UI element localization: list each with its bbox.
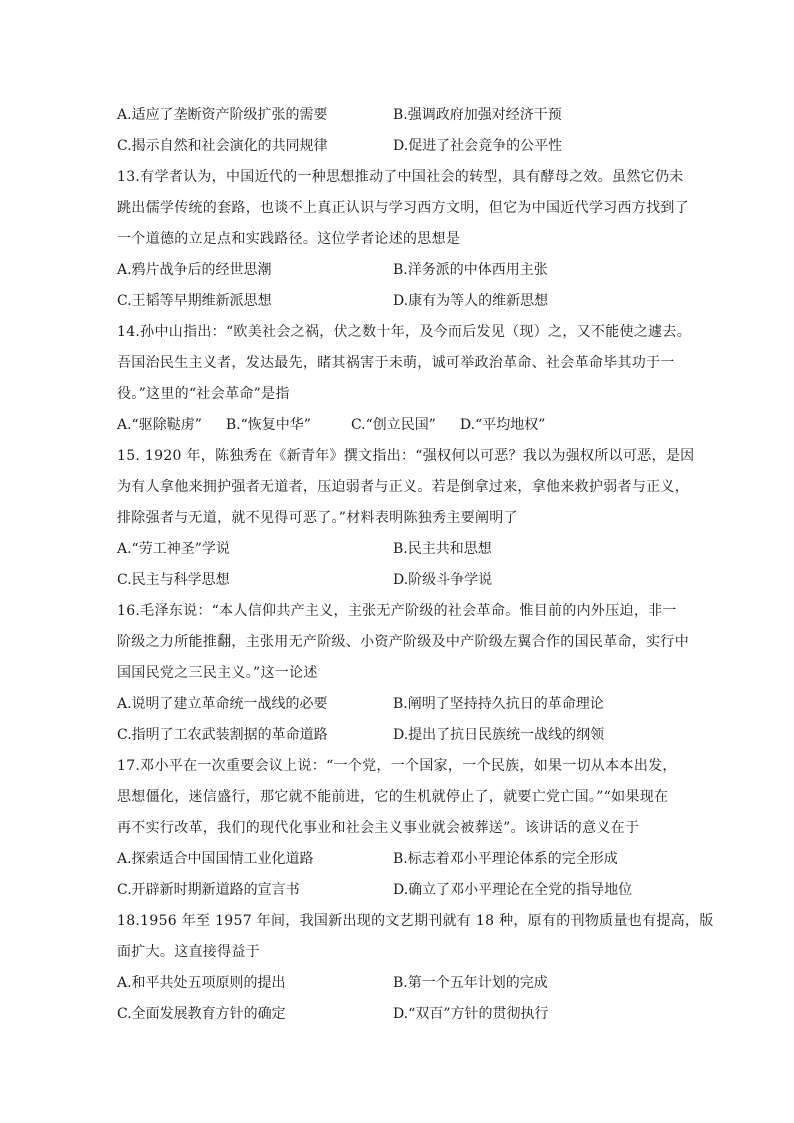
q16-options-row-1 [117,689,677,720]
q14-stem-line-3: 役。”这里的“社会革命”是指 [117,386,290,402]
q15-stem-line-1: 15. 1920 年，陈独秀在《新青年》撰文指出：“强权何以可恶？我以为强权所以可恶，是因 [117,448,695,464]
q15-stem-line-3: 排除强者与无道，就不见得可恶了。”材料表明陈独秀主要阐明了 [117,510,518,526]
q14-option-c: C.“创立民国” [350,417,436,433]
q14-stem-line-1: 14.孙中山指出：“欧美社会之祸，伏之数十年，及今而后发见（现）之，又不能使之遽去。 [117,324,692,340]
q17-stem-line-1: 17.邓小平在一次重要会议上说：“一个党，一个国家，一个民族，如果一切从本本出发， [117,758,677,774]
q18-option-d: D.“双百”方针的贯彻执行 [393,1006,549,1022]
q18-options-row-2 [117,999,677,1030]
q16-option-d: D.提出了抗日民族统一战线的纲领 [393,727,605,743]
q13-options-row-1 [117,255,677,286]
q13-option-c: C.王韬等早期维新派思想 [117,293,272,309]
q16-options-row-2 [117,720,677,751]
q12-option-d: D.促进了社会竞争的公平性 [393,138,563,154]
q15-option-c: C.民主与科学思想 [117,572,230,588]
q17-option-d: D.确立了邓小平理论在全党的指导地位 [393,882,633,898]
q14-option-d: D.“平均地权” [459,417,546,433]
q12-options-row-1 [117,100,677,131]
q18-option-c: C.全面发展教育方针的确定 [117,1006,286,1022]
q17-option-a: A.探索适合中国国情工业化道路 [117,851,314,867]
q15-option-d: D.阶级斗争学说 [393,572,493,588]
q16-stem-line-2: 阶级之力所能推翻，主张用无产阶级、小资产阶级及中产阶级左翼合作的国民革命，实行中 [117,634,689,650]
q16-option-b: B.阐明了坚持持久抗日的革命理论 [393,696,604,712]
q12-option-b: B.强调政府加强对经济干预 [393,107,562,123]
q17-stem-line-3: 再不实行改革，我们的现代化事业和社会主义事业就会被葬送”。该讲话的意义在于 [117,820,640,836]
q17-option-c: C.开辟新时期新道路的宣言书 [117,882,300,898]
question-list [117,100,714,1030]
q13-option-a: A.鸦片战争后的经世思潮 [117,262,272,278]
q18-option-a: A.和平共处五项原则的提出 [117,975,286,991]
q13-stem-line-1: 13.有学者认为，中国近代的一种思想推动了中国社会的转型，具有酵母之效。虽然它仍未 [117,169,684,185]
q14-option-a: A.“驱除鞑虏” [117,417,202,433]
q13-stem-line-2: 跳出儒学传统的套路，也谈不上真正认识与学习西方文明，但它为中国近代学习西方找到了 [117,200,689,216]
q13-stem-line-3: 一个道德的立足点和实践路径。这位学者论述的思想是 [117,231,461,247]
q18-stem-line-1: 18.1956 年至 1957 年间，我国新出现的文艺期刊就有 18 种，原有的刊物质量也有提高，版 [117,913,714,929]
q15-options-row-2 [117,565,677,596]
q18-stem-line-2: 面扩大。这直接得益于 [117,944,260,960]
q16-option-c: C.指明了工农武装割据的革命道路 [117,727,328,743]
q15-option-b: B.民主共和思想 [393,541,492,557]
q17-options-row-2 [117,875,677,906]
q13-option-d: D.康有为等人的维新思想 [393,293,549,309]
q18-option-b: B.第一个五年计划的完成 [393,975,548,991]
q14-stem-line-2: 吾国治民生主义者，发达最先，睹其祸害于未萌，诚可举政治革命、社会革命毕其功于一 [117,355,675,371]
q16-option-a: A.说明了建立革命统一战线的必要 [117,696,328,712]
q13-option-b: B.洋务派的中体西用主张 [393,262,548,278]
q17-option-b: B.标志着邓小平理论体系的完全形成 [393,851,618,867]
q15-option-a: A.“劳工神圣”学说 [117,541,230,557]
q16-stem-line-3: 国国民党之三民主义。”这一论述 [117,665,318,681]
q18-options-row-1 [117,968,677,999]
q17-options-row-1 [117,844,677,875]
q13-options-row-2 [117,286,677,317]
q17-stem-line-2: 思想僵化，迷信盛行，那它就不能前进，它的生机就停止了，就要亡党亡国。”“如果现在 [117,789,669,805]
q12-option-a: A.适应了垄断资产阶级扩张的需要 [117,107,328,123]
q12-options-row-2 [117,131,677,162]
q14-option-b: B.“恢复中华” [225,417,311,433]
q14-options-row [117,410,677,441]
q12-option-c: C.揭示自然和社会演化的共同规律 [117,138,328,154]
q15-stem-line-2: 为有人拿他来拥护强者无道者，压迫弱者与正义。若是倒拿过来，拿他来救护弱者与正义， [117,479,689,495]
q16-stem-line-1: 16.毛泽东说：“本人信仰共产主义，主张无产阶级的社会革命。惟目前的内外压迫，非一 [117,603,677,619]
q15-options-row-1 [117,534,677,565]
